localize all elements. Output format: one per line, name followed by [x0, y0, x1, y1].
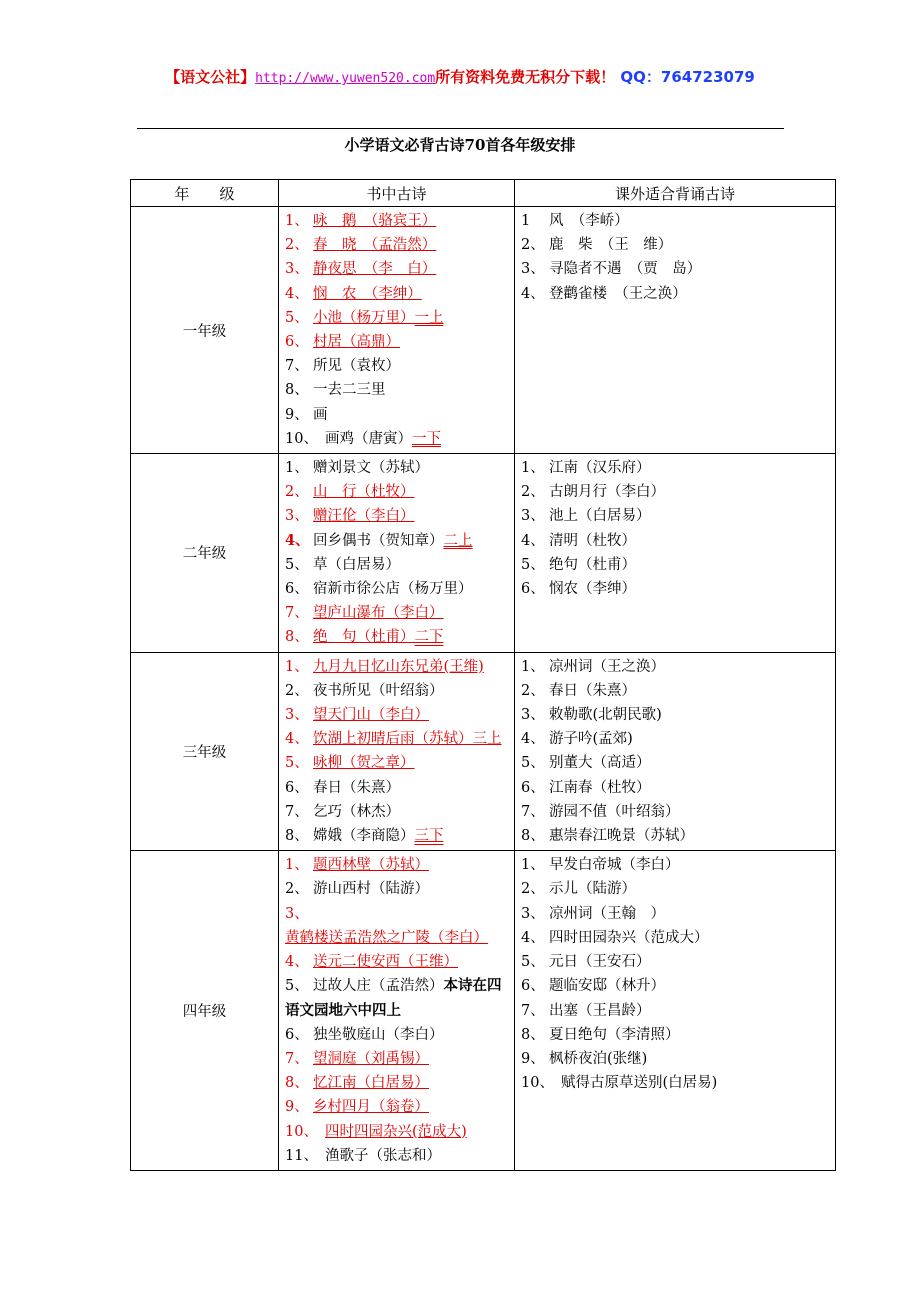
poem-number: 7、: [285, 1050, 309, 1067]
poem-number: 1、: [521, 857, 545, 874]
poem-number: 2、: [521, 682, 545, 699]
column-header-extra: 课外适合背诵古诗: [515, 180, 836, 207]
poem-number: 8、: [285, 1075, 309, 1092]
list-item: [521, 282, 833, 306]
list-item: [521, 824, 833, 848]
poem-title: 夜书所见（叶绍翁）: [313, 682, 444, 699]
page-title: 小学语文必背古诗70首各年级安排: [344, 136, 576, 154]
poem-number: 9、: [521, 1050, 545, 1067]
header-divider: [137, 128, 784, 129]
poem-number: 7、: [285, 605, 309, 622]
list-item: [285, 824, 512, 848]
poem-number: 8、: [285, 828, 309, 845]
poem-title: 望庐山瀑布（李白）: [313, 605, 444, 622]
table-row: [131, 207, 836, 454]
poem-number: 6、: [285, 1026, 309, 1043]
term-mark: 一下: [412, 430, 441, 447]
list-item: [521, 679, 833, 703]
poem-title: 草（白居易）: [313, 556, 400, 573]
poem-number: 2、: [521, 237, 545, 254]
book-poems-cell: [279, 851, 515, 1171]
list-item: [521, 209, 833, 233]
poem-title: 凉州词（王翰 ）: [549, 905, 665, 922]
poem-number: 9、: [285, 406, 309, 423]
poem-number: 1、: [521, 658, 545, 675]
list-item: [285, 1023, 512, 1047]
list-item: [285, 877, 512, 901]
poem-number: 1、: [285, 460, 309, 477]
grade-cell: 二年级: [131, 454, 279, 653]
poem-number: 7、: [285, 358, 309, 375]
list-item: [285, 1071, 512, 1095]
extra-poems-cell: [515, 207, 836, 454]
list-item: [521, 233, 833, 257]
column-header-grade: 年 级: [131, 180, 279, 207]
list-item: [285, 480, 512, 504]
list-item: [521, 800, 833, 824]
list-item: [521, 257, 833, 281]
poem-title: 咏 鹅 （骆宾王）: [313, 213, 437, 229]
poem-number: 7、: [521, 1002, 545, 1019]
poem-number: 5、: [285, 556, 309, 573]
poem-table: [130, 179, 836, 1171]
poem-number: 7、: [285, 803, 309, 820]
list-item: [285, 306, 512, 330]
list-item: [521, 877, 833, 901]
poem-title: 九月九日忆山东兄弟(王维): [313, 658, 484, 675]
poem-title: 寻隐者不遇 （贾 岛）: [549, 261, 702, 278]
list-item: [285, 800, 512, 824]
poem-title: 题临安邸（林升）: [549, 978, 665, 995]
poem-number: 4、: [285, 954, 309, 971]
list-item: [285, 553, 512, 577]
list-item: [285, 354, 512, 378]
poem-title: 咏柳（贺之章）: [313, 755, 415, 772]
extra-poems-cell: [515, 851, 836, 1171]
list-item: [285, 282, 512, 306]
list-item: [285, 209, 512, 233]
poem-number: 7、: [521, 803, 545, 820]
poem-title: 春日（朱熹）: [313, 779, 400, 796]
poem-title: 题西林壁（苏轼）: [313, 857, 429, 874]
list-item: [285, 679, 512, 703]
list-item: [521, 504, 833, 528]
grade-cell: 四年级: [131, 851, 279, 1171]
poem-title: 一去二三里: [313, 382, 386, 399]
list-item: [521, 727, 833, 751]
poem-number: 4、: [521, 532, 545, 549]
poem-number: 5、: [521, 556, 545, 573]
poem-number: 5、: [285, 755, 309, 772]
poem-number: 8、: [521, 828, 545, 845]
poem-title: 风 （李峤）: [549, 213, 629, 229]
list-item: [285, 950, 512, 974]
list-item: [285, 1047, 512, 1071]
poem-number: 8、: [521, 1026, 545, 1043]
poem-title: 示儿（陆游）: [549, 881, 636, 898]
poem-number: 1、: [285, 213, 309, 229]
list-item: [285, 625, 512, 649]
list-item: [285, 902, 512, 950]
poem-title: 回乡偶书（贺知章）: [313, 532, 444, 549]
poem-number: 5、: [521, 954, 545, 971]
poem-title: 嫦娥（李商隐）: [313, 828, 415, 845]
poem-title: 池上（白居易）: [549, 508, 651, 525]
extra-poems-cell: [515, 454, 836, 653]
poem-title: 别董大（高适）: [549, 755, 651, 772]
poem-title: 赠刘景文（苏轼）: [313, 460, 429, 477]
poem-title: 赠汪伦（李白）: [313, 508, 415, 525]
poem-title: 江南（汉乐府）: [549, 460, 651, 477]
poem-note: 本诗在四语文园地六中四上: [285, 977, 502, 1019]
poem-title: 四时田园杂兴（范成大）: [549, 929, 709, 946]
poem-number: 6、: [521, 978, 545, 995]
poem-number: 3、: [285, 508, 309, 525]
column-header-book: 书中古诗: [279, 180, 515, 207]
list-item: [285, 751, 512, 775]
poem-title: 春日（朱熹）: [549, 682, 636, 699]
poem-number: 11、: [285, 1147, 318, 1164]
list-item: [285, 853, 512, 877]
poem-number: 6、: [285, 779, 309, 796]
list-item: [285, 456, 512, 480]
term-mark: 二上: [443, 532, 473, 549]
poem-number: 3、: [521, 508, 545, 525]
poem-title: 过故人庄（孟浩然）: [313, 978, 444, 995]
list-item: [521, 456, 833, 480]
list-item: [521, 703, 833, 727]
poem-number: 2、: [521, 881, 545, 898]
poem-number: 3、: [521, 905, 545, 922]
poem-number: 2、: [285, 237, 309, 254]
poem-number: 4、: [521, 285, 545, 302]
poem-number: 9、: [285, 1099, 309, 1116]
poem-title: 早发白帝城（李白）: [549, 857, 680, 874]
poem-number: 2、: [521, 484, 545, 501]
list-item: [521, 902, 833, 926]
poem-title: 望天门山（李白）: [313, 707, 429, 724]
slogan: 所有资料免费无积分下载！: [435, 68, 616, 86]
list-item: [285, 403, 512, 427]
list-item: [285, 601, 512, 625]
poem-number: 6、: [285, 334, 309, 351]
list-item: [521, 1071, 833, 1095]
poem-number: 8、: [285, 629, 309, 646]
poem-number: 6、: [521, 779, 545, 796]
poem-title: 春 晓 （孟浩然）: [313, 237, 437, 254]
list-item: [285, 577, 512, 601]
poem-number: 2、: [285, 881, 309, 898]
term-mark: 三下: [414, 828, 444, 845]
list-item: [521, 853, 833, 877]
qq-number: QQ：764723079: [620, 68, 755, 86]
poem-number: 4、: [521, 929, 545, 946]
poem-number: 3、: [521, 261, 545, 278]
poem-title: 出塞（王昌龄）: [549, 1002, 651, 1019]
list-item: [285, 974, 512, 1022]
poem-title: 惠崇春江晚景（苏轼）: [549, 828, 694, 845]
list-item: [285, 1095, 512, 1119]
poem-title: 画鸡（唐寅）: [325, 430, 412, 447]
list-item: [285, 427, 512, 451]
poem-number: 3、: [521, 707, 545, 724]
poem-number: 2、: [285, 484, 309, 501]
poem-number: 3、: [285, 905, 309, 922]
poem-number: 5、: [285, 309, 309, 326]
poem-title: 乡村四月（翁卷）: [313, 1099, 429, 1116]
list-item: [285, 727, 512, 751]
poem-title: 绝 句（杜甫）: [313, 629, 415, 646]
poem-title: 登鹳雀楼 （王之涣）: [549, 285, 687, 302]
list-item: [521, 999, 833, 1023]
table-header-row: [131, 180, 836, 207]
book-poems-cell: [279, 454, 515, 653]
poem-number: 2、: [285, 682, 309, 699]
poem-title: 夏日绝句（李清照）: [549, 1026, 680, 1043]
poem-title: 四时四园杂兴(范成大): [325, 1123, 467, 1140]
poem-title: 望洞庭（刘禹锡）: [313, 1050, 429, 1067]
poem-number: 1、: [285, 658, 309, 675]
poem-title: 悯 农 （李绅）: [313, 285, 422, 302]
poem-title: 赋得古原草送别(白居易): [561, 1075, 718, 1092]
poem-title: 乞巧（林杰）: [313, 803, 400, 820]
grade-cell: 三年级: [131, 652, 279, 851]
poem-title: 游山西村（陆游）: [313, 881, 429, 898]
poem-number: 10、: [285, 1123, 318, 1140]
poem-number: 8、: [285, 382, 309, 399]
poem-title: 敕勒歌(北朝民歌): [549, 707, 662, 724]
poem-title: 独坐敬庭山（李白）: [313, 1026, 444, 1043]
poem-title: 江南春（杜牧）: [549, 779, 651, 796]
list-item: [285, 233, 512, 257]
poem-number: 5、: [285, 978, 309, 995]
poem-number: 5、: [521, 755, 545, 772]
list-item: [521, 950, 833, 974]
list-item: [285, 655, 512, 679]
list-item: [285, 1144, 512, 1168]
list-item: [521, 577, 833, 601]
brand-label: 【语文公社】: [165, 68, 256, 86]
list-item: [521, 655, 833, 679]
poem-number: 4、: [285, 731, 309, 748]
list-item: [285, 504, 512, 528]
poem-title: 悯农（李绅）: [549, 581, 636, 598]
poem-title: 宿新市徐公店（杨万里）: [313, 581, 473, 598]
list-item: [521, 529, 833, 553]
poem-number: 10、: [521, 1075, 554, 1092]
poem-title: 黄鹤楼送孟浩然之广陵（李白）: [285, 929, 488, 946]
list-item: [285, 330, 512, 354]
poem-number: 6、: [285, 581, 309, 598]
grade-cell: 一年级: [131, 207, 279, 454]
poem-title: 送元二使安西（王维）: [313, 954, 458, 971]
table-row: [131, 851, 836, 1171]
poem-number: 4、: [521, 731, 545, 748]
poem-title: 忆江南（白居易）: [313, 1075, 429, 1092]
poem-title: 鹿 柴 （王 维）: [549, 237, 673, 254]
list-item: [521, 480, 833, 504]
poem-title: 所见（袁枚）: [313, 358, 400, 375]
poem-title: 古朗月行（李白）: [549, 484, 665, 501]
poem-number: 3、: [285, 707, 309, 724]
term-mark: 二下: [414, 629, 444, 646]
list-item: [521, 1023, 833, 1047]
list-item: [285, 529, 512, 553]
list-item: [285, 257, 512, 281]
list-item: [285, 378, 512, 402]
poem-number: 10、: [285, 430, 318, 447]
poem-title: 画: [313, 406, 328, 423]
list-item: [521, 776, 833, 800]
poem-title: 清明（杜牧）: [549, 532, 636, 549]
poem-number: 4、: [285, 531, 310, 549]
poem-title: 渔歌子（张志和）: [325, 1147, 441, 1164]
poem-title: 元日（王安石）: [549, 954, 651, 971]
site-header: [0, 66, 920, 87]
list-item: [285, 703, 512, 727]
list-item: [285, 1120, 512, 1144]
poem-title: 游子吟(孟郊): [549, 731, 633, 748]
list-item: [285, 776, 512, 800]
list-item: [521, 926, 833, 950]
poem-number: 4、: [285, 285, 309, 302]
poem-title: 静夜思 （李 白）: [313, 261, 437, 278]
site-link[interactable]: http://www.yuwen520.com: [255, 71, 436, 86]
poem-title: 枫桥夜泊(张继): [549, 1050, 648, 1067]
poem-title: 小池（杨万里）: [313, 309, 415, 326]
poem-number: 1: [521, 213, 531, 229]
poem-title: 村居（高鼎）: [313, 334, 400, 351]
poem-title: 凉州词（王之涣）: [549, 658, 665, 675]
extra-poems-cell: [515, 652, 836, 851]
list-item: [521, 1047, 833, 1071]
table-row: [131, 454, 836, 653]
poem-title: 绝句（杜甫）: [549, 556, 636, 573]
book-poems-cell: [279, 207, 515, 454]
poem-title: 山 行（杜牧）: [313, 484, 415, 501]
poem-number: 3、: [285, 261, 309, 278]
poem-number: 1、: [285, 857, 309, 874]
list-item: [521, 751, 833, 775]
book-poems-cell: [279, 652, 515, 851]
poem-number: 6、: [521, 581, 545, 598]
poem-title: 游园不值（叶绍翁）: [549, 803, 680, 820]
list-item: [521, 974, 833, 998]
list-item: [521, 553, 833, 577]
term-mark: 一上: [414, 309, 444, 326]
poem-number: 1、: [521, 460, 545, 477]
poem-title: 饮湖上初晴后雨（苏轼）三上: [313, 731, 502, 748]
table-row: [131, 652, 836, 851]
